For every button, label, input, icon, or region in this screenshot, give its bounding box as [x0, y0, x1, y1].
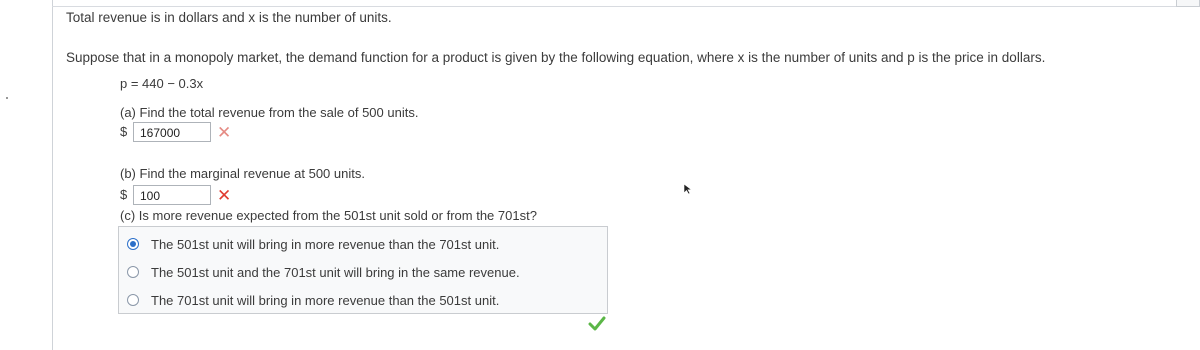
intro-text: Total revenue is in dollars and x is the number of units.: [66, 10, 392, 25]
margin-dot: [6, 97, 8, 99]
part-a-currency: $: [120, 124, 128, 139]
option-label: The 501st unit will bring in more revenue than the 701st unit.: [151, 236, 500, 252]
radio-icon[interactable]: [127, 266, 139, 278]
part-b-question: (b) Find the marginal revenue at 500 units.: [120, 166, 365, 181]
radio-icon[interactable]: [127, 294, 139, 306]
option-label: The 501st unit and the 701st unit will bring in the same revenue.: [151, 264, 520, 280]
radio-selected-icon[interactable]: [127, 238, 139, 250]
demand-equation: p = 440 − 0.3x: [120, 76, 204, 91]
scrollbar-corner[interactable]: [1176, 0, 1200, 7]
part-c-options-group: [118, 226, 608, 314]
part-a-answer-input[interactable]: 167000: [133, 122, 211, 142]
part-a-x-mark-icon: ✕: [217, 123, 232, 142]
part-c-question: (c) Is more revenue expected from the 501st unit sold or from the 701st?: [120, 208, 537, 223]
part-c-check-mark-icon: [588, 315, 606, 331]
option-label: The 701st unit will bring in more revenue than the 501st unit.: [151, 292, 500, 308]
mouse-cursor-icon: [683, 183, 693, 195]
part-b-currency: $: [120, 187, 128, 202]
part-b-answer-input[interactable]: 100: [133, 185, 211, 205]
part-b-x-mark-icon: ✕: [217, 186, 232, 205]
option-same-revenue[interactable]: [127, 262, 520, 282]
option-501st-more[interactable]: [127, 234, 499, 254]
top-divider: [52, 6, 1200, 7]
part-a-question: (a) Find the total revenue from the sale of 500 units.: [120, 105, 419, 120]
option-701st-more[interactable]: [127, 290, 499, 310]
problem-statement: Suppose that in a monopoly market, the demand function for a product is given by the following equation, where x is the number of units and p is the price in dollars.: [66, 50, 1046, 65]
